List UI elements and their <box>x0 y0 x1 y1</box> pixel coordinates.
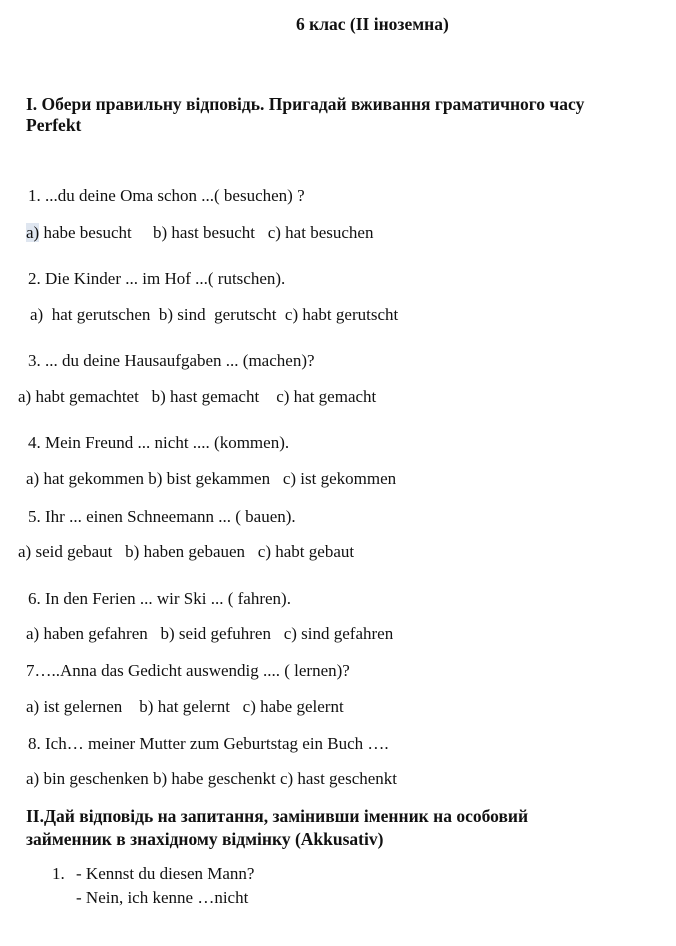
question-4: 4. Mein Freund ... nicht .... (kommen). <box>28 433 290 452</box>
options-1-text: habe besucht b) hast besucht c) hat besuchen <box>39 223 374 242</box>
options-6: a) haben gefahren b) seid gefuhren c) sind gefahren <box>26 624 394 643</box>
options-1-highlight: a) <box>26 223 40 242</box>
question-2: 2. Die Kinder ... im Hof ...( rutschen). <box>28 269 286 288</box>
section-2-heading-line-1: II.Дай відповідь на запитання, замінивши іменник на особовий <box>26 806 529 826</box>
question-5: 5. Ihr ... einen Schneemann ... ( bauen). <box>28 507 296 526</box>
section-2-heading-line-2: займенник в знахідному відмінку (Akkusativ) <box>26 829 384 849</box>
question-3: 3. ... du deine Hausaufgaben ... (machen)? <box>28 351 315 370</box>
section-2-item-line-1: - Kennst du diesen Mann? <box>76 864 255 883</box>
options-3: a) habt gemachtet b) hast gemacht c) hat gemacht <box>18 387 377 406</box>
options-8: a) bin geschenken b) habe geschenkt c) hast geschenkt <box>26 769 398 788</box>
section-2-item-number: 1. <box>52 864 65 883</box>
section-1-heading-line-2: Perfekt <box>26 115 82 135</box>
options-4: a) hat gekommen b) bist gekammen c) ist gekommen <box>26 469 397 488</box>
question-1: 1. ...du deine Oma schon ...( besuchen) ? <box>28 186 305 205</box>
options-7: a) ist gelernen b) hat gelernt c) habe gelernt <box>26 697 344 716</box>
section-1-heading-line-1: I. Обери правильну відповідь. Пригадай вживання граматичного часу <box>26 94 585 114</box>
options-5: a) seid gebaut b) haben gebauen c) habt gebaut <box>18 542 355 561</box>
section-2-item-line-2: - Nein, ich kenne …nicht <box>76 888 249 907</box>
page-title: 6 клас (II іноземна) <box>296 14 449 34</box>
question-8: 8. Ich… meiner Mutter zum Geburtstag ein Buch …. <box>28 734 389 753</box>
options-2: a) hat gerutschen b) sind gerutscht c) habt gerutscht <box>30 305 399 324</box>
question-7: 7…..Anna das Gedicht auswendig .... ( lernen)? <box>26 661 350 680</box>
options-1 <box>26 223 373 243</box>
question-6: 6. In den Ferien ... wir Ski ... ( fahren). <box>28 589 291 608</box>
